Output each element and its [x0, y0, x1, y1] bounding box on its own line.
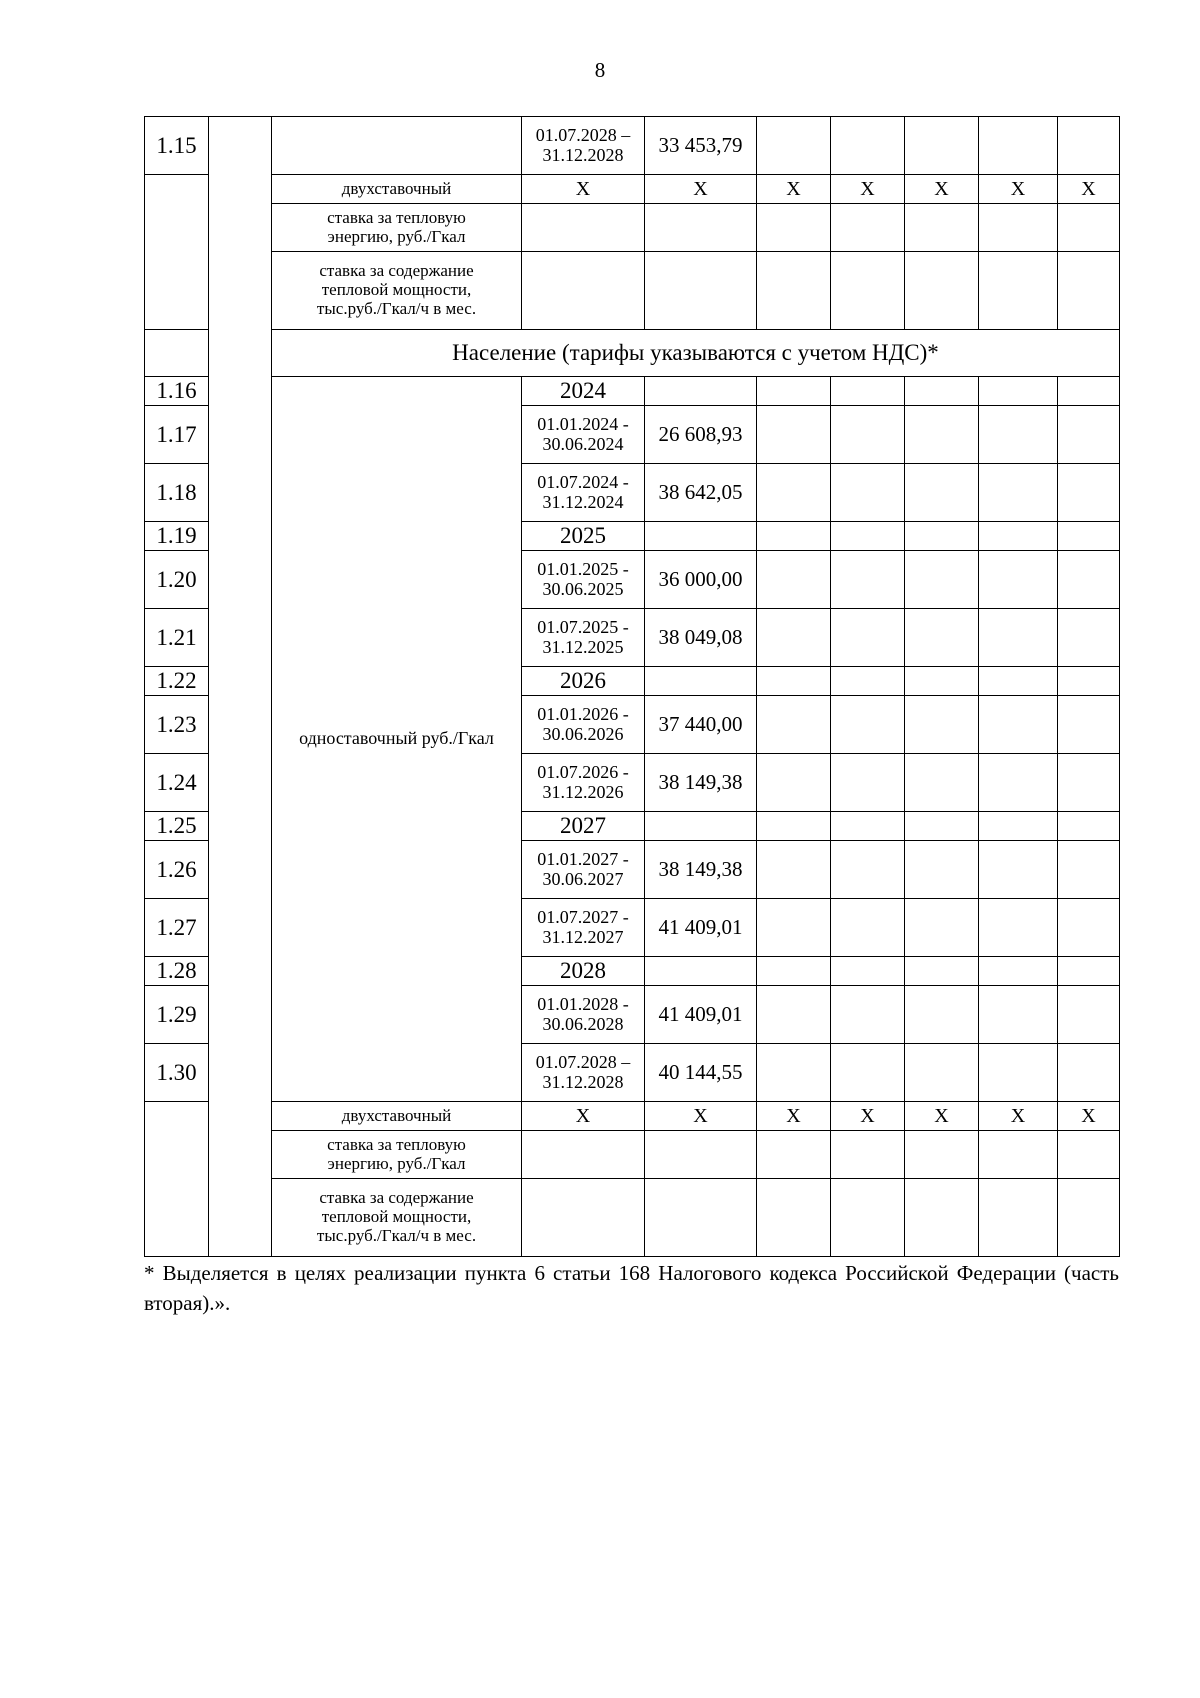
energy-rate-label: ставка за тепловую энергию, руб./Гкал [272, 204, 522, 252]
x-mark: Х [905, 175, 979, 204]
empty-cell [757, 522, 831, 551]
empty-cell [1058, 117, 1120, 175]
empty-cell [757, 464, 831, 522]
empty-cell [831, 1131, 905, 1179]
x-mark: Х [831, 175, 905, 204]
x-mark: Х [757, 175, 831, 204]
year-cell: 2027 [522, 812, 645, 841]
capacity-rate-label: ставка за содержание тепловой мощности, тыс.руб./Гкал/ч в мес. [272, 252, 522, 330]
empty-cell [757, 609, 831, 667]
empty-cell [979, 841, 1058, 899]
tariff-value: 26 608,93 [645, 406, 757, 464]
empty-cell [831, 551, 905, 609]
tariff-value: 38 642,05 [645, 464, 757, 522]
period-cell: 01.01.2027 - 30.06.2027 [522, 841, 645, 899]
period-cell: 01.07.2027 - 31.12.2027 [522, 899, 645, 957]
empty-cell [979, 667, 1058, 696]
two-rate-label: двухставочный [272, 175, 522, 204]
empty-cell [645, 1179, 757, 1257]
row-number: 1.29 [145, 986, 209, 1044]
empty-cell [757, 812, 831, 841]
page-number: 8 [594, 58, 606, 82]
period-cell: 01.01.2026 - 30.06.2026 [522, 696, 645, 754]
empty-cell [645, 377, 757, 406]
empty-cell [757, 406, 831, 464]
empty-cell [1058, 551, 1120, 609]
empty-cell [905, 986, 979, 1044]
tariff-value: 41 409,01 [645, 986, 757, 1044]
row-number: 1.21 [145, 609, 209, 667]
empty-cell [979, 899, 1058, 957]
empty-cell [145, 175, 209, 330]
two-rate-label: двухставочный [272, 1102, 522, 1131]
empty-cell [757, 957, 831, 986]
empty-cell [272, 117, 522, 175]
empty-cell [757, 754, 831, 812]
x-mark: Х [979, 1102, 1058, 1131]
row-number: 1.17 [145, 406, 209, 464]
empty-cell [905, 1044, 979, 1102]
empty-cell [979, 696, 1058, 754]
empty-cell [979, 406, 1058, 464]
empty-cell [1058, 899, 1120, 957]
x-mark: Х [979, 175, 1058, 204]
empty-cell [1058, 252, 1120, 330]
empty-cell [1058, 841, 1120, 899]
row-number: 1.24 [145, 754, 209, 812]
empty-cell [979, 986, 1058, 1044]
empty-cell [979, 1131, 1058, 1179]
x-mark: Х [1058, 175, 1120, 204]
empty-cell [1058, 609, 1120, 667]
empty-cell [905, 406, 979, 464]
empty-cell [1058, 464, 1120, 522]
period-cell: 01.01.2024 - 30.06.2024 [522, 406, 645, 464]
empty-cell [645, 957, 757, 986]
x-mark: Х [1058, 1102, 1120, 1131]
row-number: 1.16 [145, 377, 209, 406]
empty-cell [757, 204, 831, 252]
empty-cell [979, 464, 1058, 522]
empty-cell [757, 696, 831, 754]
empty-cell [1058, 1179, 1120, 1257]
tariff-table [144, 116, 1120, 1257]
empty-cell [522, 204, 645, 252]
empty-cell [645, 1131, 757, 1179]
period-cell: 01.07.2028 – 31.12.2028 [522, 1044, 645, 1102]
empty-cell [979, 204, 1058, 252]
section-title: Население (тарифы указываются с учетом НДС)* [272, 330, 1120, 377]
empty-cell [905, 899, 979, 957]
empty-cell [831, 522, 905, 551]
empty-cell [905, 754, 979, 812]
year-cell: 2024 [522, 377, 645, 406]
empty-cell [757, 551, 831, 609]
empty-cell [757, 1131, 831, 1179]
empty-cell [979, 252, 1058, 330]
tariff-value: 40 144,55 [645, 1044, 757, 1102]
empty-cell [522, 1179, 645, 1257]
empty-cell [831, 252, 905, 330]
period-cell: 01.01.2025 - 30.06.2025 [522, 551, 645, 609]
empty-cell [831, 899, 905, 957]
empty-cell [645, 252, 757, 330]
row-number: 1.19 [145, 522, 209, 551]
empty-cell [757, 841, 831, 899]
empty-cell [831, 464, 905, 522]
empty-cell [979, 377, 1058, 406]
empty-cell [831, 1044, 905, 1102]
period-cell: 01.07.2024 - 31.12.2024 [522, 464, 645, 522]
empty-cell [831, 986, 905, 1044]
period-cell: 01.01.2028 - 30.06.2028 [522, 986, 645, 1044]
empty-cell [905, 117, 979, 175]
empty-cell [979, 551, 1058, 609]
empty-cell [757, 667, 831, 696]
empty-cell [905, 841, 979, 899]
year-cell: 2026 [522, 667, 645, 696]
empty-cell [831, 754, 905, 812]
empty-cell [905, 609, 979, 667]
empty-cell [645, 812, 757, 841]
empty-cell [145, 1102, 209, 1257]
empty-cell [757, 252, 831, 330]
empty-cell [757, 1044, 831, 1102]
row-number: 1.22 [145, 667, 209, 696]
tariff-value: 38 149,38 [645, 841, 757, 899]
one-rate-label: одноставочный руб./Гкал [272, 377, 522, 1102]
empty-cell [1058, 812, 1120, 841]
empty-cell [522, 252, 645, 330]
empty-cell [905, 696, 979, 754]
empty-cell [979, 812, 1058, 841]
year-cell: 2025 [522, 522, 645, 551]
tariff-value: 38 149,38 [645, 754, 757, 812]
empty-cell [1058, 1044, 1120, 1102]
empty-cell [757, 117, 831, 175]
empty-cell [1058, 696, 1120, 754]
empty-cell [905, 377, 979, 406]
empty-cell [979, 754, 1058, 812]
empty-cell [1058, 204, 1120, 252]
empty-cell [645, 522, 757, 551]
x-mark: Х [905, 1102, 979, 1131]
empty-cell [831, 1179, 905, 1257]
empty-cell [757, 1179, 831, 1257]
empty-cell [831, 957, 905, 986]
empty-cell [831, 377, 905, 406]
empty-cell [979, 522, 1058, 551]
tariff-value: 38 049,08 [645, 609, 757, 667]
row-number: 1.18 [145, 464, 209, 522]
period-cell: 01.07.2026 - 31.12.2026 [522, 754, 645, 812]
empty-cell [979, 1044, 1058, 1102]
row-number: 1.28 [145, 957, 209, 986]
x-mark: Х [831, 1102, 905, 1131]
empty-cell [831, 609, 905, 667]
row-number: 1.27 [145, 899, 209, 957]
x-mark: Х [522, 175, 645, 204]
period-cell: 01.07.2025 - 31.12.2025 [522, 609, 645, 667]
empty-cell [1058, 522, 1120, 551]
empty-cell [831, 812, 905, 841]
empty-cell [905, 1131, 979, 1179]
empty-cell [645, 667, 757, 696]
row-number: 1.15 [145, 117, 209, 175]
tariff-value: 36 000,00 [645, 551, 757, 609]
empty-cell [905, 551, 979, 609]
tariff-value: 37 440,00 [645, 696, 757, 754]
empty-cell [145, 330, 209, 377]
empty-cell [905, 1179, 979, 1257]
year-cell: 2028 [522, 957, 645, 986]
empty-cell [1058, 1131, 1120, 1179]
empty-cell [645, 204, 757, 252]
merged-column [209, 117, 272, 1257]
x-mark: Х [645, 1102, 757, 1131]
empty-cell [757, 986, 831, 1044]
empty-cell [905, 252, 979, 330]
empty-cell [905, 667, 979, 696]
empty-cell [831, 696, 905, 754]
empty-cell [757, 377, 831, 406]
empty-cell [905, 522, 979, 551]
empty-cell [1058, 377, 1120, 406]
empty-cell [979, 957, 1058, 986]
row-number: 1.30 [145, 1044, 209, 1102]
row-number: 1.25 [145, 812, 209, 841]
row-number: 1.23 [145, 696, 209, 754]
period-cell: 01.07.2028 – 31.12.2028 [522, 117, 645, 175]
empty-cell [831, 406, 905, 464]
empty-cell [831, 204, 905, 252]
empty-cell [905, 464, 979, 522]
capacity-rate-label: ставка за содержание тепловой мощности, тыс.руб./Гкал/ч в мес. [272, 1179, 522, 1257]
footnote: * Выделяется в целях реализации пункта 6 статьи 168 Налогового кодекса Российской Федерации (часть вторая).». [144, 1261, 1119, 1316]
empty-cell [979, 1179, 1058, 1257]
empty-cell [1058, 986, 1120, 1044]
empty-cell [522, 1131, 645, 1179]
empty-cell [831, 841, 905, 899]
empty-cell [905, 812, 979, 841]
empty-cell [1058, 667, 1120, 696]
tariff-value: 41 409,01 [645, 899, 757, 957]
empty-cell [831, 667, 905, 696]
empty-cell [979, 609, 1058, 667]
empty-cell [905, 204, 979, 252]
x-mark: Х [522, 1102, 645, 1131]
energy-rate-label: ставка за тепловую энергию, руб./Гкал [272, 1131, 522, 1179]
empty-cell [979, 117, 1058, 175]
tariff-value: 33 453,79 [645, 117, 757, 175]
row-number: 1.20 [145, 551, 209, 609]
x-mark: Х [757, 1102, 831, 1131]
empty-cell [1058, 957, 1120, 986]
empty-cell [1058, 754, 1120, 812]
empty-cell [757, 899, 831, 957]
empty-cell [905, 957, 979, 986]
empty-cell [831, 117, 905, 175]
x-mark: Х [645, 175, 757, 204]
empty-cell [1058, 406, 1120, 464]
row-number: 1.26 [145, 841, 209, 899]
